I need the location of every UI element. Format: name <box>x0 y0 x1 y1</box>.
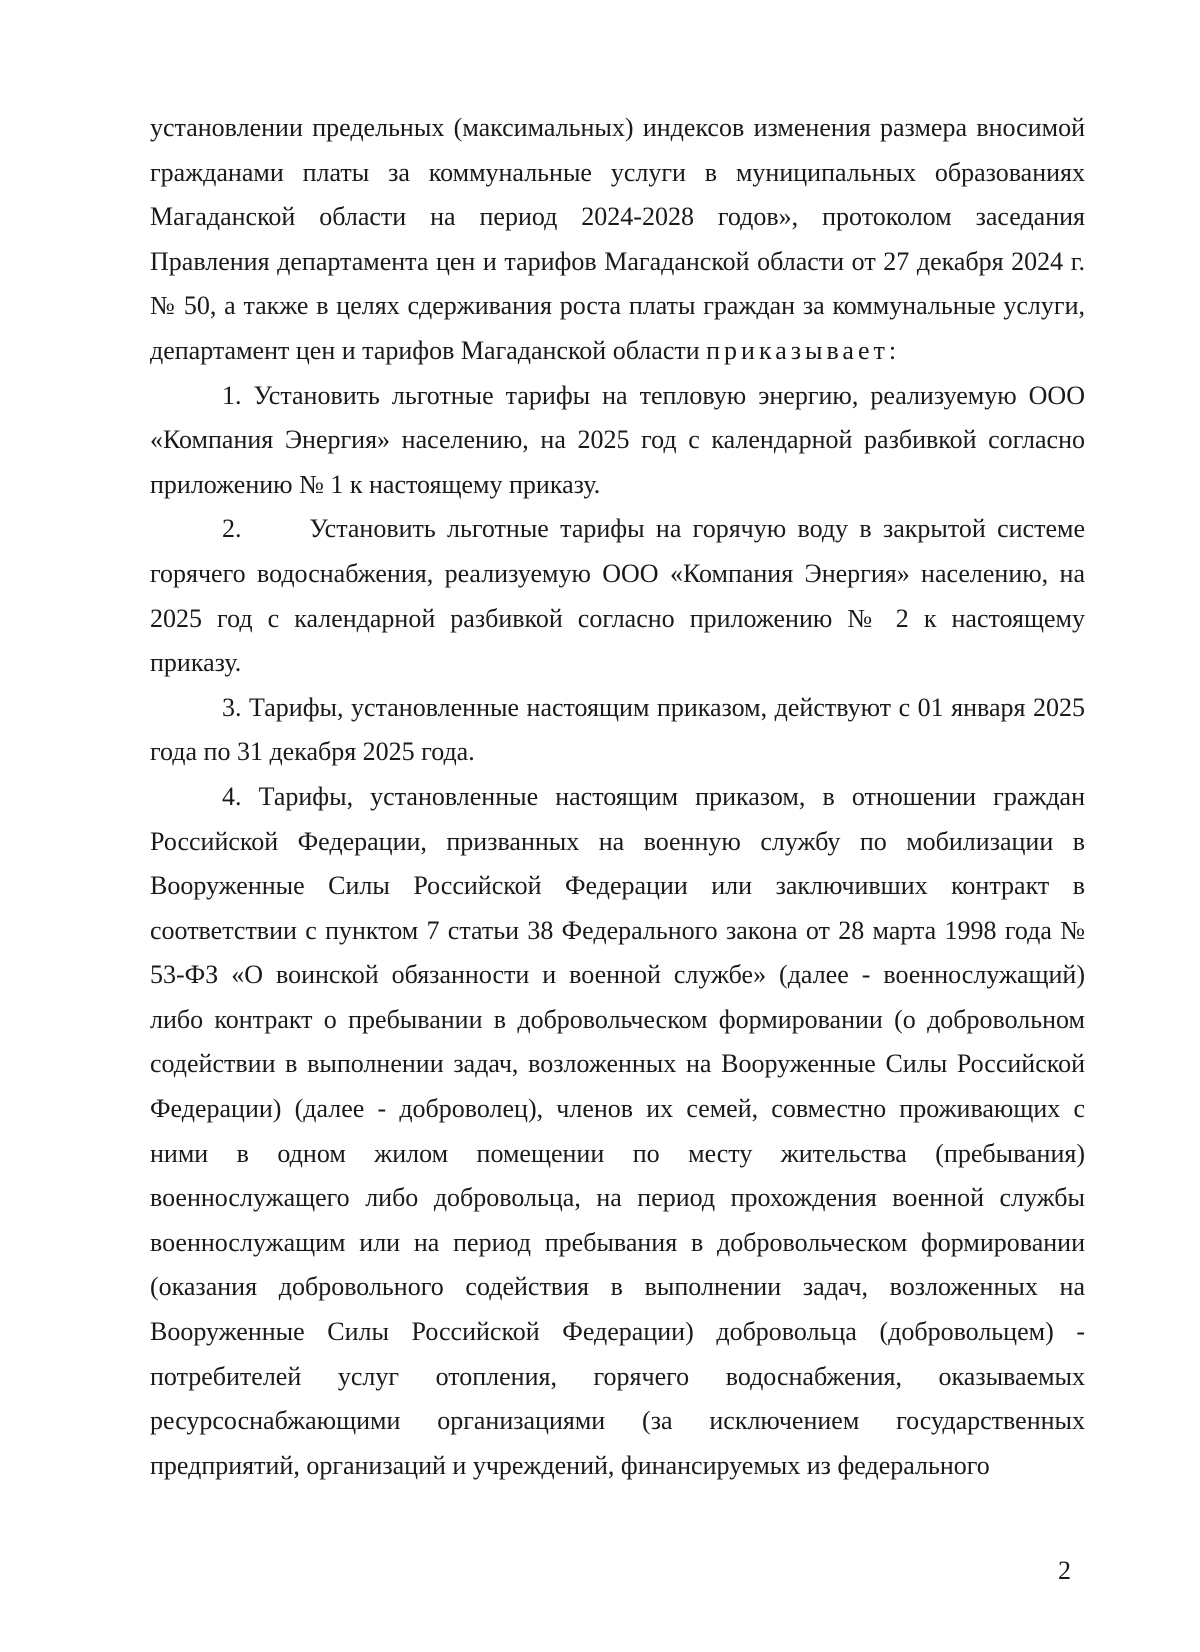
page-number: 2 <box>1058 1556 1071 1585</box>
paragraph-item-1: 1. Установить льготные тарифы на тепловую энергию, реализуемую ООО «Компания Энергия» населению, на 2025 год с календарной разбивкой согласно приложению № 1 к настоящему приказу. <box>150 380 1085 499</box>
document-body <box>150 106 1092 1488</box>
paragraph-item-4: 4. Тарифы, установленные настоящим приказом, в отношении граждан Российской Федерации, призванных на военную службу по мобилизации в Вооруженные Силы Российской Федерации или заключивших контракт в соответствии с пунктом 7 статьи 38 Федерального закона от 28 марта 1998 года № 53-ФЗ «О воинской обязанности и военной службе» (далее - военнослужащий) либо контракт о пребывании в добровольческом формировании (о добровольном содействии в выполнении задач, возложенных на Вооруженные Силы Российской Федерации) (далее - доброволец), членов их семей, совместно проживающих с ними в одном жилом помещении по месту жительства (пребывания) военнослужащего либо добровольца, на период прохождения военной службы военнослужащим или на период пребывания в добровольческом формировании (оказания добровольного содействия в выполнении задач, возложенных на Вооруженные Силы Российской Федерации) добровольца (добровольцем) - потребителей услуг отопления, горячего водоснабжения, оказываемых ресурсоснабжающими организациями (за исключением государственных предприятий, организаций и учреждений, финансируемых из федерального <box>150 781 1085 1480</box>
paragraph-item-3: 3. Тарифы, установленные настоящим приказом, действуют с 01 января 2025 года по 31 декабря 2025 года. <box>150 692 1085 767</box>
paragraph-item-2: 2. Установить льготные тарифы на горячую воду в закрытой системе горячего водоснабжения, реализуемую ООО «Компания Энергия» населению, на 2025 год с календарной разбивкой согласно приложению № 2 к настоящему приказу. <box>150 514 1092 678</box>
paragraph-intro-text: установлении предельных (максимальных) индексов изменения размера вносимой гражданами платы за коммунальные услуги в муниципальных образованиях Магаданской области на период 2024-2028 годов», протоколом заседания Правления департамента цен и тарифов Магаданской области от 27 декабря 2024 г. № 50, а также в целях сдерживания роста платы граждан за коммунальные услуги, департамент цен и тарифов Магаданской области <box>150 113 1085 365</box>
paragraph-intro-colon: : <box>888 335 897 365</box>
paragraph-intro <box>150 106 1085 374</box>
order-keyword: приказывает <box>706 335 889 365</box>
